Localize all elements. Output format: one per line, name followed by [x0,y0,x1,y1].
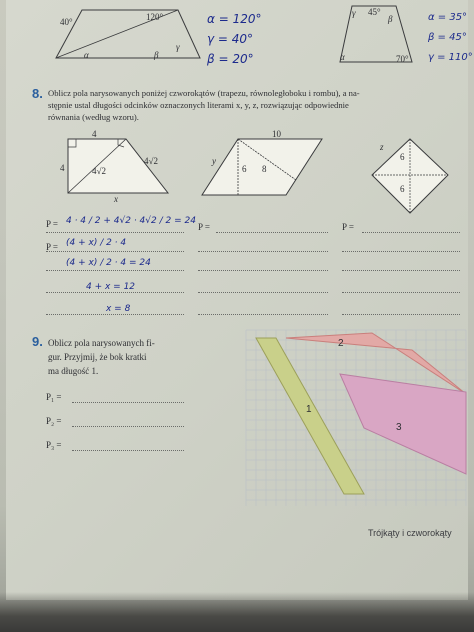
angle-alpha-left: α [84,50,89,60]
para-y-label: y [212,156,216,166]
p-formula-2: (4 + x) / 2 · 4 [66,238,127,248]
right-p-label: P = [342,222,354,232]
p-formula-3: (4 + x) / 2 · 4 = 24 [66,258,151,268]
task8-number: 8. [32,86,43,101]
footer-text: Trójkąty i czworokąty [368,528,452,538]
angle-70: 70° [396,54,409,64]
task9-p3-label: P₃ = [46,440,62,450]
rhombus-d1-label: 6 [400,152,405,162]
task9-p1-label: P₁ = [46,392,62,402]
trap-top-label: 4 [92,129,97,139]
figure-3-quadrilateral [340,374,466,474]
angle-gamma-left: γ [176,42,180,52]
task9-text-1: Oblicz pola narysowanych fi- [48,338,155,348]
photo-shadow [0,592,474,632]
rhombus-d2-label: 6 [400,184,405,194]
figure-1-label: 1 [306,404,312,415]
para-h8-label: 8 [262,164,267,174]
trap-left-label: 4 [60,163,65,173]
angle-120: 120° [146,12,164,22]
angle-45: 45° [368,7,381,17]
task9-p2-label: P₂ = [46,416,62,426]
p-formula-1: 4 · 4 / 2 + 4√2 · 4√2 / 2 = 24 [66,216,196,226]
task8-text-2: stępnie ustal długości odcinków oznaczonych literami x, y, z, rozwiązując odpowiednie [48,100,349,110]
figure-3-label: 3 [396,422,402,433]
rhombus-z-label: z [380,142,384,152]
p-formula-4: 4 + x = 12 [86,282,136,292]
answer-left-3: β = 20° [207,52,254,66]
task9-text-2: gur. Przyjmij, że bok kratki [48,352,147,362]
trap-bottom-label: x [114,194,118,204]
angle-40: 40° [60,17,73,27]
angle-alpha-right: α [340,52,345,62]
angle-gamma-right: γ [352,8,356,18]
figure-1-parallelogram [256,338,364,494]
answer-right-2: β = 45° [428,32,467,43]
answer-right-1: α = 35° [428,12,468,23]
mid-p-label: P = [198,222,210,232]
p-label-1: P = [46,219,58,229]
para-h6-label: 6 [242,164,247,174]
para-top-label: 10 [272,129,281,139]
answer-left-2: γ = 40° [207,32,254,46]
angle-beta-left: β [154,50,159,60]
trap-diag-label: 4√2 [92,166,106,176]
angle-beta-right: β [388,14,393,24]
answer-right-3: γ = 110° [428,52,473,63]
p-formula-5: x = 8 [106,304,131,314]
trap-right-label: 4√2 [144,156,158,166]
task9-text-3: ma długość 1. [48,366,99,376]
task8-text-1: Oblicz pola narysowanych poniżej czworokątów (trapezu, równoległoboku i rombu), a na- [48,88,360,98]
task9-number: 9. [32,334,43,349]
answer-left-1: α = 120° [207,12,262,26]
task8-text-3: równania (według wzoru). [48,112,139,122]
p-label-2: P = [46,242,58,252]
figure-2-label: 2 [338,338,344,349]
